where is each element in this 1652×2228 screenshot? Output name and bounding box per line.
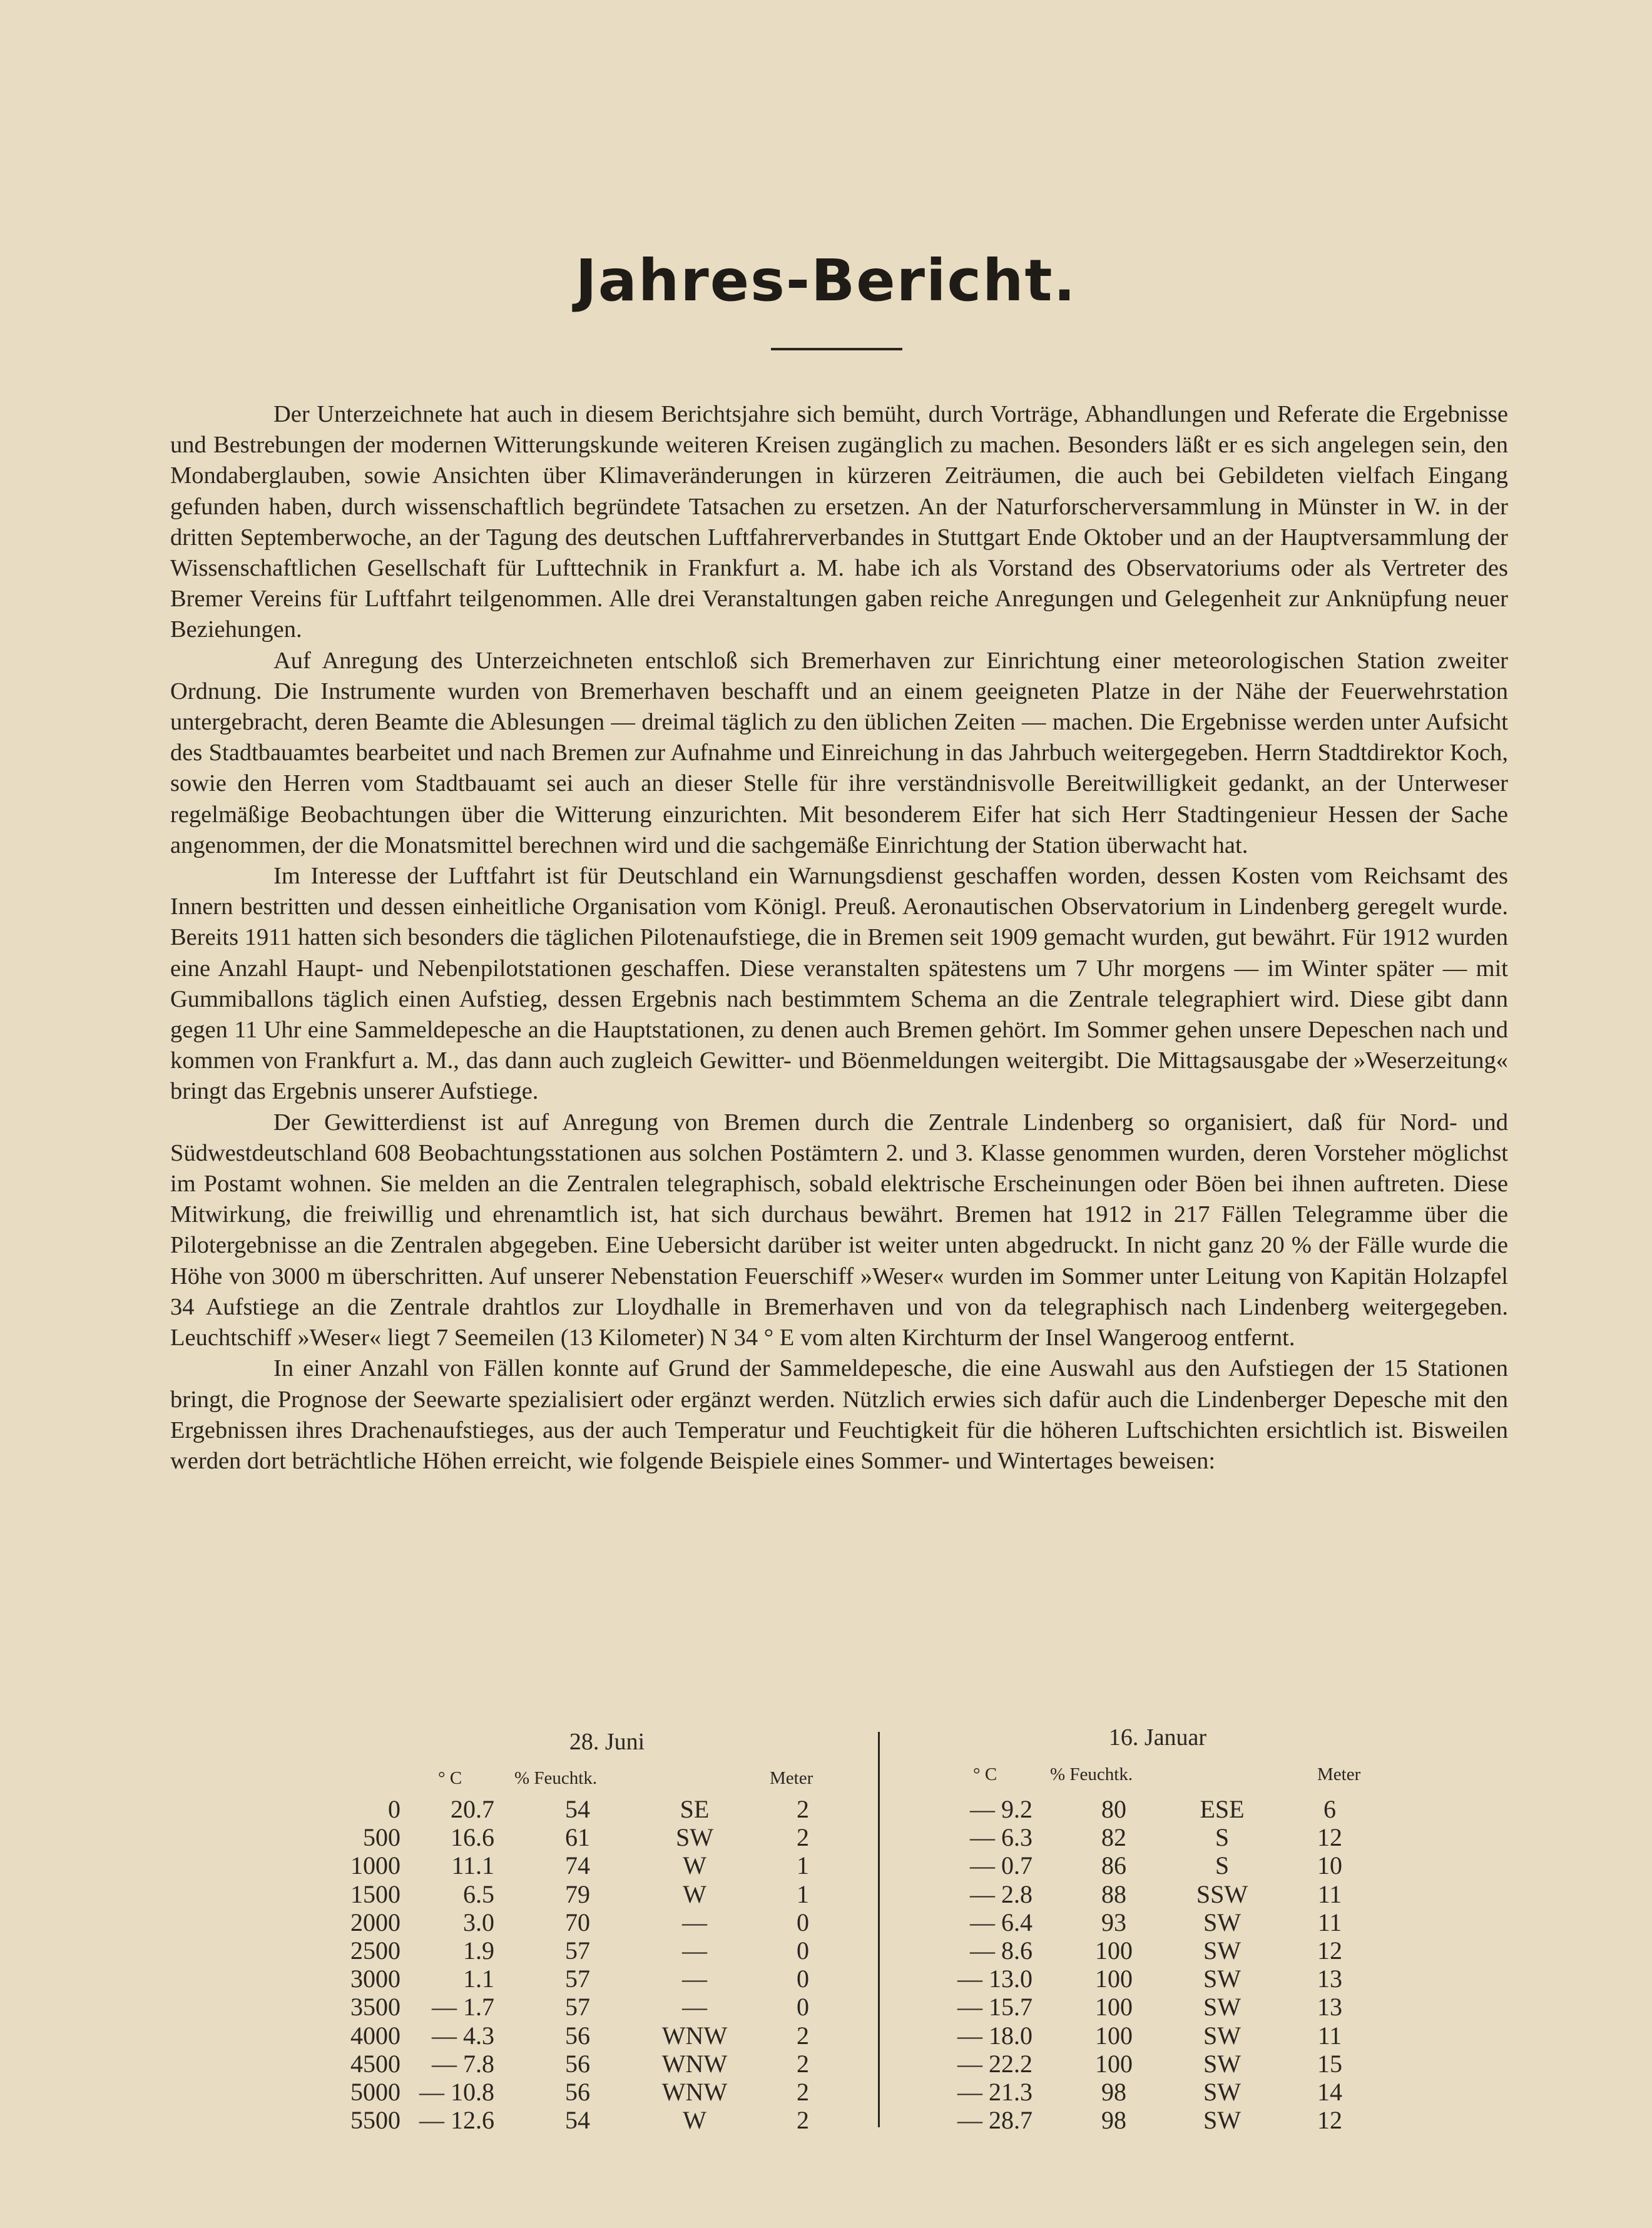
winter-meter-cell: 12 <box>1317 2106 1342 2135</box>
height-cell: 2500 <box>350 1936 400 1965</box>
winter-wind-cell: SW <box>1203 2106 1241 2135</box>
winter-meter-cell: 15 <box>1317 2049 1342 2078</box>
paragraph: Der Unterzeichnete hat auch in diesem Berichtsjahre sich bemüht, durch Vorträge, Abhandlungen und Referate die Ergebnisse und Bestrebungen der modernen Witterungskunde weiteren Kreisen zugänglich zu machen. Besonders läßt er es sich angelegen sein, den Mondaberglauben, sowie Ansichten über Klimaveränderungen in kürzeren Zeiträumen, die auch bei Gebildeten vielfach Eingang gefunden haben, durch wissenschaftlich begründete Tatsachen zu ersetzen. An der Naturforscherversammlung in Münster in W. in der dritten Septemberwoche, an der Tagung des deutschen Luftfahrerverbandes in Stuttgart Ende Oktober und an der Hauptversammlung der Wissenschaftlichen Gesellschaft für Lufttechnik in Frankfurt a. M. habe ich als Vorstand des Observatoriums oder als Vertreter des Bremer Vereins für Luftfahrt teilgenommen. Alle drei Veranstaltungen gaben reiche Anregungen und Gelegenheit zur Anknüpfung neuer Beziehungen. <box>170 401 1508 643</box>
winter-temp-cell: — 15.7 <box>957 1993 1032 2022</box>
summer-wind-cell: W <box>683 1851 706 1880</box>
paragraph: Im Interesse der Luftfahrt ist für Deutschland ein Warnungsdienst geschaffen worden, dessen Kosten vom Reichsamt des Innern bestritten und dessen einheitliche Organisation vom Königl. Preuß. Aeronautischen Observatorium in Lindenberg geregelt wurde. Bereits 1911 hatten sich besonders die täglichen Pilotenaufstiege, die in Bremen seit 1909 gemacht wurden, gut bewährt. Für 1912 wurden eine Anzahl Haupt- und Nebenpilotstationen geschaffen. Diese veranstalten spätestens um 7 Uhr morgens — im Winter später — mit Gummiballons täglich einen Aufstieg, dessen Ergebnis nach bestimmtem Schema an die Zentrale telegraphiert wird. Diese gibt dann gegen 11 Uhr eine Sammeldepesche an die Hauptstationen, zu denen auch Bremen gehört. Im Sommer gehen unsere Depeschen nach und kommen von Frankfurt a. M., das dann auch zugleich Gewitter- und Böenmeldungen weitergibt. Die Mittagsausgabe der »Weserzeitung« bringt das Ergebnis unserer Aufstiege. <box>170 863 1508 1105</box>
summer-wind-cell: WNW <box>661 2049 728 2078</box>
winter-meter-cell: 10 <box>1317 1851 1342 1880</box>
summer-wind-cell: — <box>682 1993 707 2022</box>
winter-meter-cell: 11 <box>1317 1880 1342 1908</box>
winter-meter-cell: 14 <box>1317 2078 1342 2106</box>
table-divider <box>878 1732 880 2127</box>
summer-meter-cell: 0 <box>797 1936 809 1965</box>
winter-humid-cell: 100 <box>1095 1965 1133 1993</box>
height-cell: 1000 <box>350 1851 400 1880</box>
summer-humid-cell: 57 <box>565 1936 590 1965</box>
summer-humid-cell: 61 <box>565 1823 590 1852</box>
summer-temp-cell: 16.6 <box>451 1823 494 1852</box>
winter-humid-cell: 100 <box>1095 1993 1133 2022</box>
winter-temp-cell: — 6.4 <box>970 1908 1032 1936</box>
height-cell: 0 <box>388 1795 400 1823</box>
height-cell: 4000 <box>350 2021 400 2050</box>
winter-temp-cell: — 2.8 <box>970 1880 1032 1908</box>
winter-temp-cell: — 28.7 <box>957 2106 1032 2135</box>
winter-humid-cell: 93 <box>1101 1908 1126 1936</box>
winter-meter-cell: 6 <box>1323 1795 1336 1823</box>
summer-humid-cell: 54 <box>565 2106 590 2135</box>
winter-temp-cell: — 8.6 <box>970 1936 1032 1965</box>
summer-meter-cell: 2 <box>797 2049 809 2078</box>
summer-temp-cell: 6.5 <box>463 1880 494 1908</box>
winter-temp-cell: — 0.7 <box>970 1851 1032 1880</box>
winter-humid-cell: 100 <box>1095 1936 1133 1965</box>
winter-wind-cell: SW <box>1203 2049 1241 2078</box>
summer-temp-cell: 3.0 <box>463 1908 494 1936</box>
winter-meter-cell: 12 <box>1317 1823 1342 1852</box>
winter-humid-cell: 88 <box>1101 1880 1126 1908</box>
paragraph: Der Gewitterdienst ist auf Anregung von Bremen durch die Zentrale Lindenberg so organisiert, daß für Nord- und Südwestdeutschland 608 Beobachtungsstationen aus solchen Postämtern 2. und 3. Klasse genommen wurden, deren Vorsteher möglichst im Postamt wohnen. Sie melden an die Zentralen telegraphisch, sobald elektrische Erscheinungen oder Böen bei ihnen auftreten. Diese Mitwirkung, die freiwillig und ehrenamtlich ist, hat sich durchaus bewährt. Bremen hat 1912 in 217 Fällen Telegramme über die Pilotergebnisse an die Zentralen abgegeben. Eine Uebersicht darüber ist weiter unten abgedruckt. In nicht ganz 20 % der Fälle wurde die Höhe von 3000 m überschritten. Auf unserer Nebenstation Feuerschiff »Weser« wurden im Sommer unter Leitung von Kapitän Holzapfel 34 Aufstiege an die Zentrale drahtlos zur Lloydhalle in Bremerhaven und von da telegraphisch nach Lindenberg weitergegeben. Leuchtschiff »Weser« liegt 7 Seemeilen (13 Kilometer) N 34 ° E vom alten Kirchturm der Insel Wangeroog entfernt. <box>170 1109 1508 1351</box>
winter-humid-cell: 86 <box>1101 1851 1126 1880</box>
winter-humid-cell: 100 <box>1095 2049 1133 2078</box>
summer-humid-cell: 57 <box>565 1965 590 1993</box>
height-cell: 3500 <box>350 1993 400 2022</box>
winter-wind-cell: SW <box>1203 1908 1241 1936</box>
paragraph: In einer Anzahl von Fällen konnte auf Grund der Sammeldepesche, die eine Auswahl aus den Aufstiegen der 15 Stationen bringt, die Prognose der Seewarte spezialisiert oder ergänzt werden. Nützlich erwies sich dafür auch die Lindenberger Depesche mit den Ergebnissen ihres Drachenaufstieges, aus der auch Temperatur und Feuchtigkeit für die höheren Luftschichten ersichtlich ist. Bisweilen werden dort beträchtliche Höhen erreicht, wie folgende Beispiele eines Sommer- und Wintertages beweisen: <box>170 1355 1508 1474</box>
title-rule <box>771 348 902 350</box>
summer-wind-cell: — <box>682 1965 707 1993</box>
summer-wind-cell: WNW <box>661 2078 728 2106</box>
summer-meter-cell: 0 <box>797 1993 809 2022</box>
height-cell: 500 <box>363 1823 400 1852</box>
winter-meter-cell: 13 <box>1317 1965 1342 1993</box>
summer-meter-cell: 1 <box>797 1851 809 1880</box>
summer-humid-cell: 57 <box>565 1993 590 2022</box>
summer-meter-cell: 0 <box>797 1908 809 1936</box>
summer-temp-cell: 1.1 <box>463 1965 494 1993</box>
winter-meter-header: Meter <box>1317 1764 1361 1784</box>
winter-wind-cell: SW <box>1203 1993 1241 2022</box>
summer-humid-header: % Feuchtk. <box>514 1768 598 1788</box>
summer-temp-cell: 20.7 <box>451 1795 494 1823</box>
body-text <box>170 399 1508 1477</box>
winter-meter-cell: 11 <box>1317 1908 1342 1936</box>
summer-humid-cell: 74 <box>565 1851 590 1880</box>
winter-humid-cell: 98 <box>1101 2106 1126 2135</box>
summer-wind-cell: W <box>683 1880 706 1908</box>
summer-wind-cell: — <box>682 1908 707 1936</box>
winter-temp-cell: — 21.3 <box>957 2078 1032 2106</box>
summer-temp-cell: 1.9 <box>463 1936 494 1965</box>
summer-temp-cell: — 12.6 <box>419 2106 494 2135</box>
summer-temp-cell: — 7.8 <box>432 2049 494 2078</box>
summer-temp-cell: 11.1 <box>451 1851 494 1880</box>
summer-humid-cell: 56 <box>565 2078 590 2106</box>
height-cell: 5500 <box>350 2106 400 2135</box>
summer-meter-cell: 2 <box>797 2078 809 2106</box>
summer-meter-cell: 2 <box>797 1795 809 1823</box>
winter-humid-cell: 80 <box>1101 1795 1126 1823</box>
winter-meter-cell: 11 <box>1317 2021 1342 2050</box>
summer-meter-cell: 0 <box>797 1965 809 1993</box>
winter-wind-cell: SW <box>1203 1936 1241 1965</box>
summer-humid-cell: 54 <box>565 1795 590 1823</box>
summer-meter-cell: 2 <box>797 1823 809 1852</box>
summer-humid-cell: 56 <box>565 2021 590 2050</box>
winter-humid-cell: 82 <box>1101 1823 1126 1852</box>
summer-wind-cell: WNW <box>661 2021 728 2050</box>
winter-humid-header: % Feuchtk. <box>1050 1764 1133 1784</box>
paragraph: Auf Anregung des Unterzeichneten entschloß sich Bremerhaven zur Einrichtung einer meteorologischen Station zweiter Ordnung. Die Instrumente wurden von Bremerhaven beschafft und an einem geeigneten Platze in der Nähe der Feuerwehrstation untergebracht, deren Beamte die Ablesungen — dreimal täglich zu den üblichen Zeiten — machen. Die Ergebnisse werden unter Aufsicht des Stadtbauamtes bearbeitet und nach Bremen zur Aufnahme und Einreichung in das Jahrbuch weitergegeben. Herrn Stadtdirektor Koch, sowie den Herren vom Stadtbauamt sei auch an dieser Stelle für ihre verständnisvolle Bereitwilligkeit gedankt, an der Unterweser regelmäßige Beobachtungen über die Witterung einzurichten. Mit besonderem Eifer hat sich Herr Stadtingenieur Hessen der Sache angenommen, der die Monatsmittel berechnen wird und die sachgemäße Einrichtung der Station überwacht hat. <box>170 647 1508 858</box>
page-title: Jahres-Bericht. <box>575 247 1077 314</box>
summer-table-title: 28. Juni <box>569 1729 645 1755</box>
summer-temp-header: ° C <box>438 1768 462 1788</box>
winter-humid-cell: 98 <box>1101 2078 1126 2106</box>
height-cell: 3000 <box>350 1965 400 1993</box>
summer-meter-header: Meter <box>770 1768 813 1788</box>
winter-humid-cell: 100 <box>1095 2021 1133 2050</box>
height-cell: 5000 <box>350 2078 400 2106</box>
winter-table-title: 16. Januar <box>1108 1724 1207 1751</box>
winter-wind-cell: SSW <box>1196 1880 1248 1908</box>
summer-temp-cell: — 4.3 <box>432 2021 494 2050</box>
summer-meter-cell: 1 <box>797 1880 809 1908</box>
winter-temp-header: ° C <box>973 1764 997 1784</box>
winter-wind-cell: SW <box>1203 2078 1241 2106</box>
winter-wind-cell: S <box>1215 1851 1230 1880</box>
winter-temp-cell: — 9.2 <box>970 1795 1032 1823</box>
winter-temp-cell: — 6.3 <box>970 1823 1032 1852</box>
winter-temp-cell: — 18.0 <box>957 2021 1032 2050</box>
winter-temp-cell: — 22.2 <box>957 2049 1032 2078</box>
summer-meter-cell: 2 <box>797 2106 809 2135</box>
summer-wind-cell: SE <box>680 1795 710 1823</box>
summer-wind-cell: W <box>683 2106 706 2135</box>
height-cell: 4500 <box>350 2049 400 2078</box>
height-cell: 2000 <box>350 1908 400 1936</box>
summer-temp-cell: — 10.8 <box>419 2078 494 2106</box>
summer-wind-cell: SW <box>676 1823 713 1852</box>
summer-wind-cell: — <box>682 1936 707 1965</box>
summer-meter-cell: 2 <box>797 2021 809 2050</box>
summer-humid-cell: 79 <box>565 1880 590 1908</box>
height-cell: 1500 <box>350 1880 400 1908</box>
winter-wind-cell: SW <box>1203 1965 1241 1993</box>
winter-temp-cell: — 13.0 <box>957 1965 1032 1993</box>
winter-wind-cell: SW <box>1203 2021 1241 2050</box>
summer-humid-cell: 70 <box>565 1908 590 1936</box>
summer-temp-cell: — 1.7 <box>432 1993 494 2022</box>
winter-wind-cell: S <box>1215 1823 1230 1852</box>
winter-meter-cell: 12 <box>1317 1936 1342 1965</box>
winter-meter-cell: 13 <box>1317 1993 1342 2022</box>
summer-humid-cell: 56 <box>565 2049 590 2078</box>
winter-wind-cell: ESE <box>1200 1795 1245 1823</box>
